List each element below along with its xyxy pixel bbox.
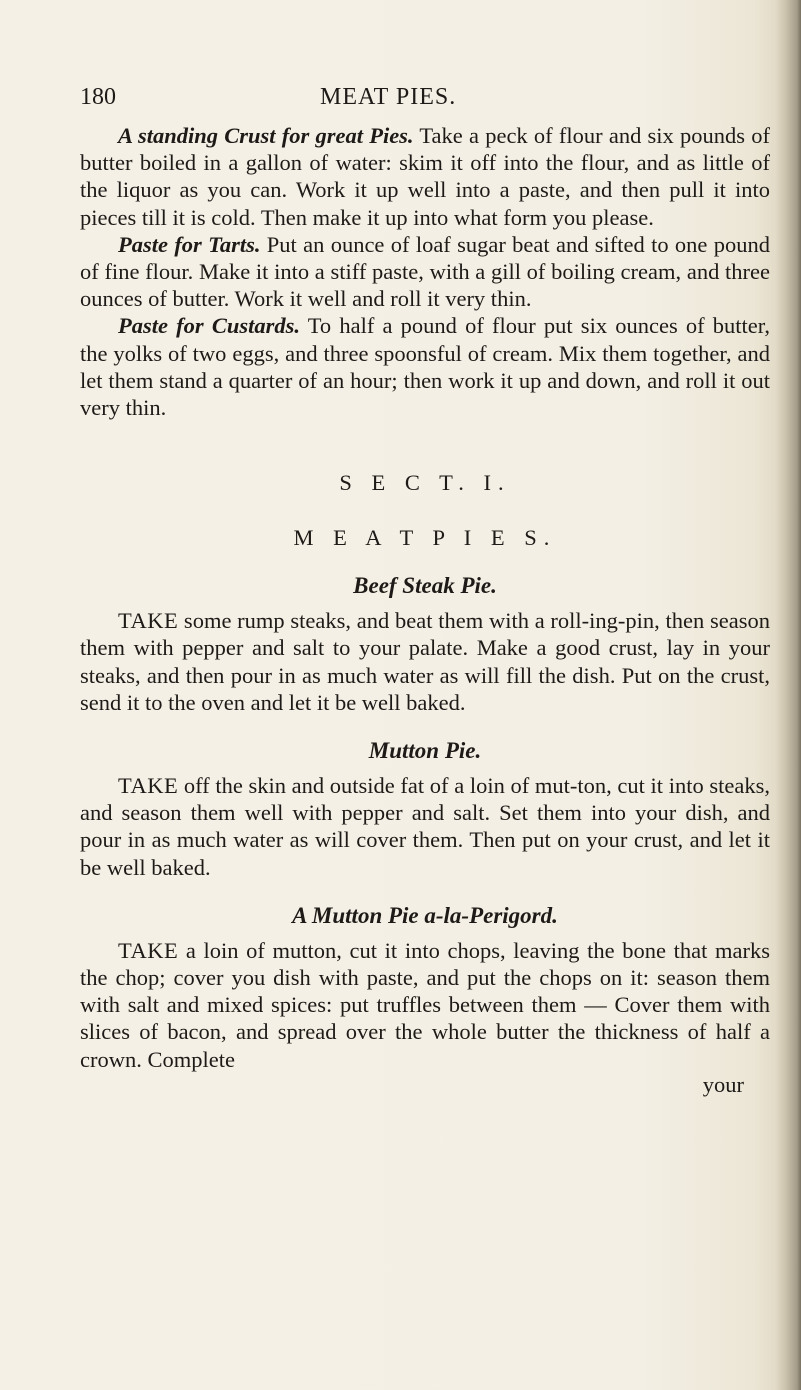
recipe-text: a loin of mutton, cut it into chops, leaving the bone that marks the chop; cover you dish with paste, and put the chops on it: season them with salt and mixed spices: put truffles between them — Cover them with slices of bacon, and spread over the whole butter the thickness of half a crown. Complete [80, 937, 770, 1072]
recipe-first-word: TAKE [118, 937, 179, 963]
recipe-text: Put an ounce of loaf sugar beat and sifted to one pound of fine flour. Make it into a stiff paste, with a gill of boiling cream, and three ounces of butter. Work it well and roll it very thin. [80, 231, 770, 312]
running-head: MEAT PIES. [320, 84, 457, 110]
recipe-paste-for-custards [80, 312, 770, 421]
recipe-mutton-pie [80, 772, 770, 881]
recipe-lead-title: Paste for Custards. [118, 313, 300, 339]
page-header [80, 84, 770, 120]
recipe-title-mutton-pie: Mutton Pie. [368, 738, 482, 764]
recipe-standing-crust [80, 122, 770, 231]
recipe-title-beef-steak-pie: Beef Steak Pie. [353, 573, 497, 599]
recipe-text: To half a pound of flour put six ounces of butter, the yolks of two eggs, and three spoonsful of cream. Mix them together, and let them stand a quarter of an hour; then work it up and down, and roll it out very thin. [80, 313, 770, 421]
recipe-title-mutton-pie-perigord: A Mutton Pie a-la-Perigord. [292, 902, 558, 928]
recipe-text: some rump steaks, and beat them with a roll-ing-pin, then season them with pepper and salt to your palate. Make a good crust, lay in your steaks, and then pour in as much water as will fill the dish. Put on the crust, send it to the oven and let it be well baked. [80, 608, 770, 715]
page-number: 180 [80, 84, 116, 110]
section-label: S E C T. I. [339, 470, 511, 496]
recipe-first-word: TAKE [118, 773, 179, 799]
recipe-first-word: TAKE [118, 608, 179, 634]
recipe-text: Take a peck of flour and six pounds of butter boiled in a gallon of water: skim it off into the flour, and as little of the liquor as you can. Work it up well into a paste, and then pull it into pieces till it is cold. Then make it up into what form you please. [80, 123, 770, 230]
page-edge-shadow [775, 0, 801, 1390]
recipe-beef-steak-pie [80, 607, 770, 716]
page-body [80, 122, 770, 1097]
recipe-paste-for-tarts [80, 231, 770, 313]
recipe-text: off the skin and outside fat of a loin of mut-ton, cut it into steaks, and season them well with pepper and salt. Set them into your dish, and pour in as much water as will cover them. Then put on your crust, and let it be well baked. [80, 773, 770, 880]
recipe-lead-title: Paste for Tarts. [118, 231, 261, 257]
recipe-mutton-pie-perigord [80, 937, 770, 1073]
section-title: M E A T P I E S. [293, 525, 557, 551]
recipe-lead-title: A standing Crust for great Pies. [118, 123, 414, 148]
catchword: your [702, 1071, 744, 1097]
